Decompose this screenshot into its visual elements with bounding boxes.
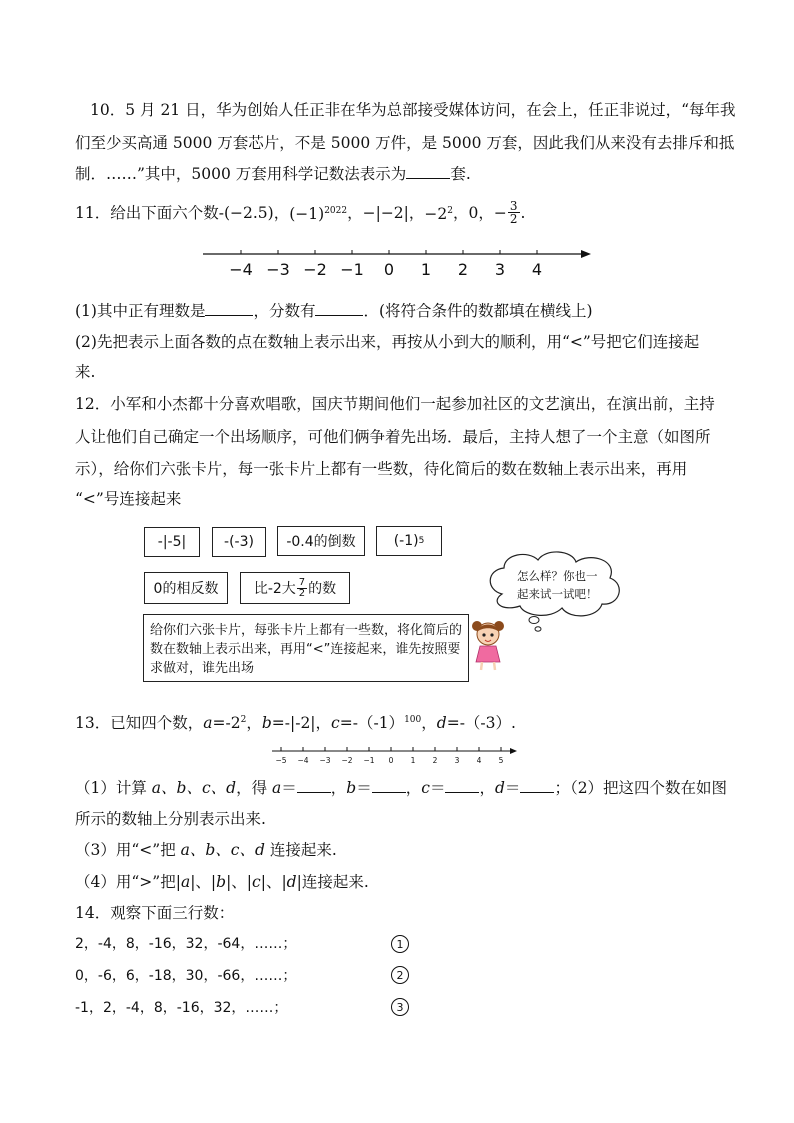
separator: ， [478,203,494,222]
q13-part-4: （4）用“>”把|a|、|b|、|c|、|d|连接起来. [75,873,369,891]
separator: ， [421,714,437,732]
q11-number-1: -(−2.5) [218,203,274,222]
card-greater-than: 比-2大 $\frac{7}{2}$ 的数 [240,572,350,604]
q12-line-3: 示），给你们六张卡片，每一张卡片上都有一些数，待化简后的数在数轴上表示出来，再用 [75,460,688,478]
q14-row-2: 0，-6，6，-18，30，-66，……； [75,968,297,984]
girl-cartoon-icon [470,616,506,672]
q13-axis-tick-label: 1 [410,756,416,765]
q10-line-1: 10．5 月 21 日，华为创始人任正非在华为总部接受媒体访问，在会上，任正非说过，“每年我 [90,101,736,119]
q13-p1-text: （1）计算 [75,779,152,797]
q11-axis-tick-label: 4 [531,260,543,279]
q10-line-3-text: 制．……”其中，5000 万套用科学记数法表示为 [75,165,407,183]
q13-p4-text: （4）用“>”把 [75,873,176,891]
q13-intro-line [75,710,516,733]
q11-axis-tick-label: 3 [494,260,506,279]
bubble-text [517,567,598,603]
q10-answer-blank[interactable] [406,163,450,179]
circled-marker-3: 3 [391,998,409,1016]
q11-axis-tick-label: 0 [383,260,395,279]
q13-part-3 [75,840,337,860]
q11-axis-tick-label: 1 [420,260,432,279]
q13-axis-tick-label: 3 [454,756,460,765]
q11-number-2: $(-1)^{2022}$ [289,205,348,223]
var-b: b [261,714,272,732]
separator: ， [273,203,290,222]
q13-p3-text: （3）用“<”把 [75,841,181,859]
q11-part-2-line-1: (2)先把表示上面各数的点在数轴上表示出来，再按从小到大的顺利，用“<”号把它们连接起 [75,333,700,351]
q11-p1-text-2: ，分数有 [253,302,316,320]
q11-axis-tick-label: −2 [303,260,327,279]
q13-part-1: （1）计算 a、b、c、d，得 a＝ ，b＝ ，c＝ ，d＝ ；（2）把这四个数在如图 [75,779,728,797]
q10-line-3 [75,163,471,184]
arrow-icon [510,748,517,754]
b-value-blank[interactable] [372,777,406,793]
d-value-blank[interactable] [520,777,554,793]
q12-line-1: 12．小军和小杰都十分喜欢唱歌，国庆节期间他们一起参加社区的文艺演出，在演出前，主持 [75,395,715,413]
q13-d-def: =-（-3）. [446,714,516,732]
q13-intro: 13．已知四个数， [75,714,204,732]
q11-p1-text: (1)其中正有理数是 [75,302,206,320]
q14-row-1: 2，-4，8，-16，32，-64，……； [75,936,297,952]
host-note-box: 给你们六张卡片，每张卡片上都有一些数，将化简后的数在数轴上表示出来，再用“<”连接起来，谁先按照要求做对，谁先出场 [143,614,469,682]
a-value-blank[interactable] [297,777,331,793]
separator: ， [347,203,363,222]
circled-marker-1: 1 [391,935,409,953]
q13-axis-tick-label: 0 [388,756,394,765]
q13-number-line [268,745,520,773]
q11-part-1 [75,300,593,321]
q13-b-def: =-|-2|， [271,714,332,732]
q10-line-2: 们至少买高通 5000 万套芯片，不是 5000 万件，是 5000 万套，因此我们从来没有去排斥和抵 [75,134,735,152]
circled-marker-2: 2 [391,966,409,984]
q11-intro-line [75,200,525,225]
q11-part-2-line-2: 来. [75,363,96,381]
q13-c-def: =-（-1） [339,714,405,732]
card-opposite-of-zero: 0的相反数 [144,572,228,604]
q11-number-4: $-2^2$ [424,205,453,223]
q11-fraction-blank[interactable] [315,300,363,316]
arrow-icon [581,250,591,258]
q13-axis-tick-label: −5 [275,756,287,765]
q11-axis-tick-label: −1 [340,260,364,279]
period: . [520,203,526,222]
q13-part-1-line-2: 所示的数轴上分别表示出来. [75,810,266,828]
q14-intro: 14．观察下面三行数： [75,904,235,922]
var-a: a [203,714,213,732]
exp: 2 [240,715,247,725]
var-d: d [436,714,447,732]
q11-number-line [195,244,595,280]
separator: ， [408,203,425,222]
q13-p3-text-2: 连接起来. [264,841,337,859]
var-c: c [331,714,340,732]
q13-p1-text-2: ，得 [236,779,273,797]
q13-axis-tick-label: −1 [363,756,375,765]
q11-axis-tick-label: −4 [229,260,253,279]
q13-axis-tick-label: −4 [297,756,309,765]
q11-axis-tick-label: −3 [266,260,290,279]
bubble-line-1: 怎么样？你也一 [517,569,598,583]
card-neg-1-power-5: (-1) 5 [376,526,442,556]
q13-p1-text-3: ；（2）把这四个数在如图 [554,779,728,797]
q11-intro: 11．给出下面六个数 [75,203,219,222]
q13-axis-tick-label: 2 [432,756,438,765]
q13-axis-tick-label: 4 [476,756,482,765]
card-reciprocal: -0.4的倒数 [277,526,365,556]
q13-p3-vars: a、b、c、d [180,841,265,859]
q11-positive-blank[interactable] [205,300,253,316]
card-neg-neg-3: -(-3) [212,527,266,557]
c-value-blank[interactable] [445,777,479,793]
card-neg-abs-neg-5: -|-5| [144,527,200,557]
q11-axis-tick-label: 2 [457,260,469,279]
q13-a-def: =-2 [212,714,241,732]
q10-line-3-end: 套. [450,165,471,183]
bubble-line-2: 起来试一试吧！ [517,587,598,601]
q12-line-2: 人让他们自己确定一个出场顺序，可他们俩争着先出场．最后，主持人想了一个主意（如图所 [75,428,711,446]
q11-p1-text-3: ．(将符合条件的数都填在横线上) [363,302,593,320]
exp: 100 [404,715,422,725]
q13-axis-tick-label: −3 [319,756,331,765]
separator: ， [246,714,262,732]
q12-line-4: “<”号连接起来 [75,490,182,508]
q11-number-6: − $\frac{3}{2}$ [493,199,518,226]
q11-number-5: 0 [468,203,479,222]
separator: ， [453,203,469,222]
q13-p4-text-2: 连接起来. [301,873,369,891]
q13-p1-vars: a、b、c、d [151,779,237,797]
q13-axis-tick-label: −2 [341,756,353,765]
q13-axis-tick-label: 5 [498,756,504,765]
q11-number-3: −|−2| [362,203,409,222]
q14-row-3: -1，2，-4，8，-16，32，……； [75,1000,288,1016]
